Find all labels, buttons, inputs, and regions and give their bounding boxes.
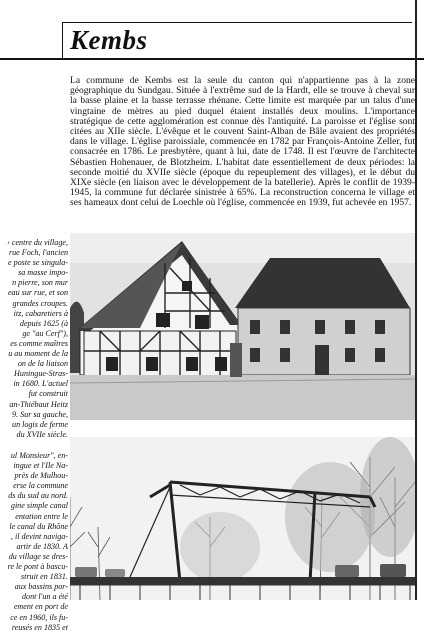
sidebar-caption-line: erse la commune (13, 481, 68, 491)
page-title: Kembs (70, 25, 148, 55)
header-frame-top-rule (62, 22, 412, 23)
sidebar-caption-line: artir de 1830. A (16, 541, 68, 551)
sidebar-caption-line: n pierre, son mur (12, 278, 68, 288)
sidebar-caption-line: e poste se singula- (7, 258, 68, 268)
photo-half-timbered-houses (70, 233, 415, 420)
sidebar-caption-line: un logis de ferme (12, 419, 68, 429)
sidebar-caption-line: , il devint naviga- (10, 531, 68, 541)
sidebar-caption-line: gine simple canal (10, 501, 68, 511)
sidebar-caption-line: Huningue-Stras- (14, 369, 68, 379)
sidebar-caption-bridge (0, 451, 68, 633)
sidebar-caption-line: ce en 1960, ils fu- (10, 612, 68, 622)
sidebar-caption-line: près de Mulhou- (14, 471, 68, 481)
sidebar-caption-line: 9. Sur sa gauche, (12, 409, 68, 419)
sidebar-caption-line: ds du sud au nord. (8, 491, 68, 501)
sidebar-caption-line: ement en port de (13, 602, 68, 612)
sidebar-caption-line: depuis 1625 (à (19, 318, 68, 328)
sidebar-caption-line: an-Thiébaut Heitz (9, 399, 68, 409)
page-edge-rule (415, 0, 417, 600)
sidebar-caption-line: es comme maîtres (10, 338, 68, 348)
sidebar-caption-line: du XVIIe siècle. (16, 429, 68, 439)
sidebar-caption-line: eau sur rue, et son (7, 288, 68, 298)
header-frame-left-rule (62, 22, 63, 60)
header-rule (0, 58, 424, 60)
sidebar-caption-line: ingue et l'Ile Na- (13, 461, 68, 471)
sidebar-caption-line: dont l'un a été (21, 592, 68, 602)
sidebar-caption-line: le canal du Rhône (9, 521, 68, 531)
sidebar-caption-line: reusés en 1835 et (11, 622, 68, 632)
sidebar-caption-line: du village se dres- (8, 551, 68, 561)
sidebar-caption-line: on de la liaison (17, 359, 68, 369)
sidebar-caption-line: in 1680. L'actuel (13, 379, 68, 389)
sidebar-caption-line: sa masse impo- (18, 268, 68, 278)
sidebar-caption-line: ge "au Cerf"), (22, 328, 68, 338)
main-paragraph: La commune de Kembs est la seule du canton qui n'appartienne pas à la zone géographique du Sundgau. Située à l'extrême sud de la Hardt, elle se trouve à cheval sur la basse plaine et la basse terrasse rhénane. Cette limite est marquée par un talus d'une vingtaine de mètres au pied duquel étaient installés deux moulins. L'importance stratégique de cette agglomération est connue dès l'antiquité. La paroisse et l'église sont citées au XIIe siècle. L'évêque et le couvent Saint-Alban de Bâle avaient des propriétés dans le village. L'église paroissiale, commencée en 1782 par François-Antoine Zeller, fut consacrée en 1786. Le presbytère, quant à lui, date de 1748. Il est l'œuvre de l'architecte Sébastien Hohenauer, de Blotzheim. L'habitat date essentiellement de deux périodes: la seconde moitié du XVIIe siècle (époque du repeuplement des villages), et le début du XIXe siècle (en liaison avec le développement de la batellerie). Après le conflit de 1939-1945, la commune fut déclarée sinistrée à 65%. La reconstruction concerna le village et ses hameaux dont celui de Loechle où l'église, commencée en 1939, fut achevée en 1957. (70, 75, 415, 209)
sidebar-caption-house (0, 238, 68, 440)
sidebar-caption-line: itz, cabaretiers à (13, 308, 68, 318)
sidebar-caption-line: u au moment de la (8, 349, 68, 359)
sidebar-caption-line: re le pont à bascu- (7, 562, 68, 572)
sidebar-caption-line: › centre du village, (7, 238, 68, 247)
sidebar-caption-line: struit en 1831. (21, 572, 68, 582)
sidebar-caption-line: grandes croupes. (12, 298, 68, 308)
sidebar-caption-line: fut construit (28, 389, 68, 399)
sidebar-caption-line: aux bassins por- (14, 582, 68, 592)
sidebar-caption-line: entation entre le (15, 511, 68, 521)
photo-bascule-bridge (70, 437, 415, 600)
sidebar-caption-line: rue Foch, l'ancien (8, 248, 68, 258)
sidebar-caption-line: ul Monsieur", en- (10, 451, 68, 460)
